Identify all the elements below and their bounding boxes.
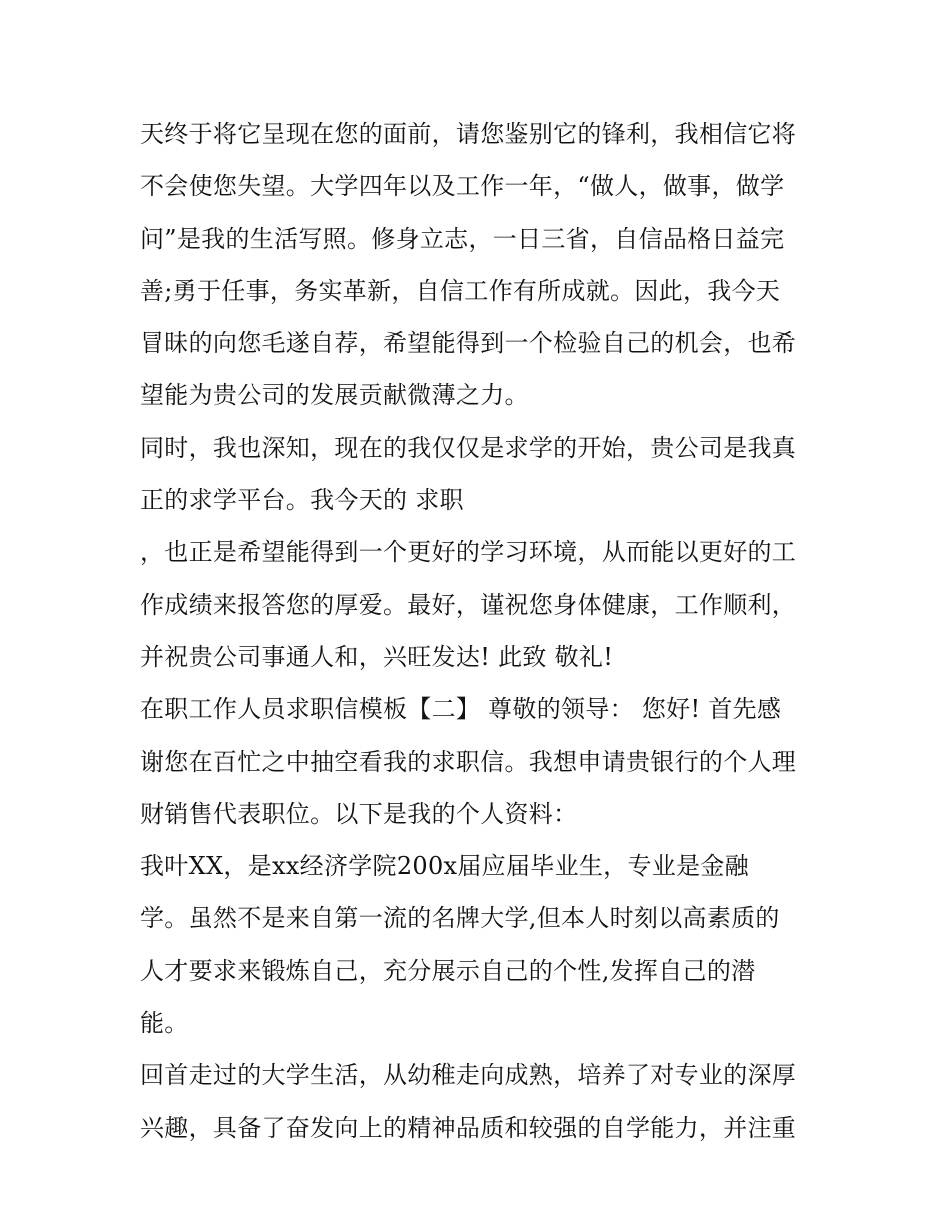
text-line: 人才要求来锻炼自己，充分展示自己的个性,发挥自己的潜	[140, 956, 756, 985]
text-line: 问”是我的生活写照。修身立志，一日三省，自信品格日益完	[140, 224, 785, 253]
text-line: 并祝贵公司事通人和，兴旺发达! 此致 敬礼!	[140, 642, 614, 671]
text-line: 谢您在百忙之中抽空看我的求职信。我想申请贵银行的个人理	[140, 747, 797, 776]
text-line: 正的求学平台。我今天的 求职	[140, 486, 464, 515]
body-text	[140, 108, 830, 1154]
text-line: 天终于将它呈现在您的面前，请您鉴别它的锋利，我相信它将	[140, 120, 797, 148]
text-line: 财销售代表职位。以下是我的个人资料：	[140, 799, 578, 828]
text-line: 作成绩来报答您的厚爱。最好，谨祝您身体健康，工作顺利，	[140, 590, 797, 619]
text-line: 冒昧的向您毛遂自荐，希望能得到一个检验自己的机会，也希	[140, 329, 797, 358]
text-line: 回首走过的大学生活，从幼稚走向成熟，培养了对专业的深厚	[140, 1061, 797, 1090]
text-line: 善;勇于任事，务实革新，自信工作有所成就。因此，我今天	[140, 276, 781, 305]
text-line: 不会使您失望。大学四年以及工作一年，“做人，做事，做学	[140, 172, 785, 201]
text-line: 同时，我也深知，现在的我仅仅是求学的开始，贵公司是我真	[140, 433, 797, 462]
text-line: 能。	[140, 1009, 189, 1038]
text-line: 我叶XX，是xx经济学院200x届应届毕业生，专业是金融	[140, 852, 749, 881]
text-line: 学。虽然不是来自第一流的名牌大学,但本人时刻以高素质的	[140, 904, 780, 933]
text-line: 兴趣，具备了奋发向上的精神品质和较强的自学能力，并注重	[140, 1113, 797, 1142]
text-line: ，也正是希望能得到一个更好的学习环境，从而能以更好的工	[140, 538, 797, 567]
section-heading-line: 在职工作人员求职信模板【二】 尊敬的领导： 您好! 首先感	[140, 695, 782, 724]
text-line: 望能为贵公司的发展贡献微薄之力。	[140, 381, 529, 410]
